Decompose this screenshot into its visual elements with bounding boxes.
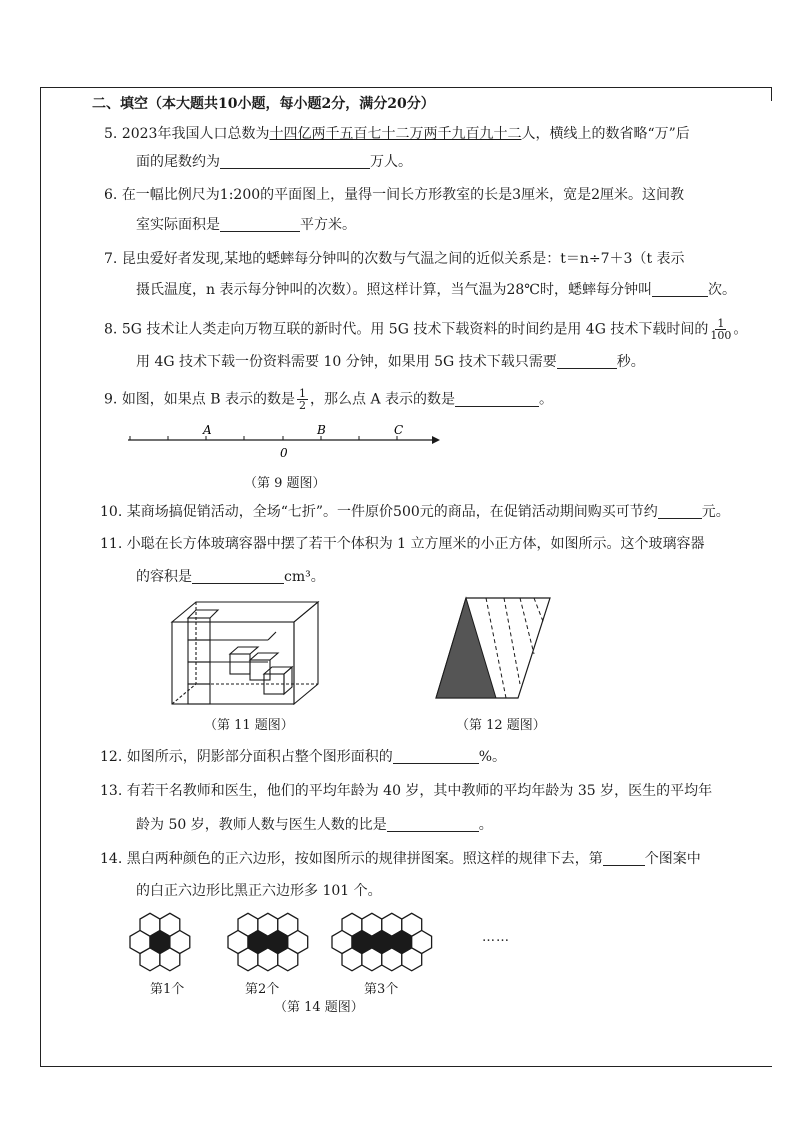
- number-line-ticks: [130, 436, 397, 440]
- q13-line2-post: 。: [478, 817, 493, 833]
- q5-underlined-number: 十四亿两千五百七十二万两千九百九十二: [269, 126, 522, 142]
- q12-text-post: %。: [478, 749, 507, 765]
- q9-text-mid: ，那么点 A 表示的数是: [310, 391, 456, 408]
- parallelogram-figure: [434, 594, 554, 706]
- white-hexagon: [332, 931, 352, 954]
- page-frame-top: [40, 87, 772, 88]
- q14-answer-blank[interactable]: [603, 851, 645, 866]
- q8-answer-blank[interactable]: [557, 354, 617, 369]
- q5-line2-pre: 面的尾数约为: [136, 154, 220, 170]
- figure-14-caption: （第 14 题图）: [274, 1000, 364, 1015]
- question-6-line-2: [136, 216, 356, 234]
- section-heading: 二、填空（本大题共10小题，每小题2分，满分20分）: [92, 96, 435, 112]
- question-9-line: [104, 388, 553, 411]
- zero-label: 0: [280, 446, 288, 460]
- question-14-line-2: 的白正六边形比黑正六边形多 101 个。: [136, 883, 382, 899]
- q9-answer-blank[interactable]: [455, 392, 539, 407]
- q9-fraction: [297, 388, 308, 411]
- white-hexagon: [170, 931, 190, 954]
- shaded-triangle: [436, 598, 496, 698]
- black-hexagon: [392, 931, 412, 954]
- question-14-line-1: [100, 850, 701, 868]
- page-frame-left: [40, 87, 41, 1067]
- question-5-line-2: [136, 153, 412, 171]
- container-hidden-edge-3: [172, 684, 196, 704]
- q14-line1-post: 个图案中: [644, 851, 701, 867]
- q5-text: 2023年我国人口总数为: [121, 126, 270, 142]
- question-13-line-1: [100, 782, 712, 800]
- q12-number: 12.: [100, 749, 123, 765]
- question-11-line-2: [136, 568, 325, 586]
- q7-line2-pre: 摄氏温度，n 表示每分钟叫的次数）。照这样计算，当气温为28℃时，蟋蟀每分钟叫: [136, 282, 652, 298]
- q9-number: 9.: [104, 391, 118, 408]
- black-hexagon: [268, 931, 288, 954]
- white-hexagon: [228, 931, 248, 954]
- black-hexagon: [352, 931, 372, 954]
- q5-answer-blank[interactable]: [220, 154, 370, 169]
- question-8-line-2: [136, 353, 645, 371]
- q12-text: 如图所示，阴影部分面积占整个图形面积的: [126, 749, 393, 765]
- question-12-line: [100, 748, 506, 766]
- q8-fraction: [710, 318, 731, 341]
- dashed-line-2: [504, 598, 520, 684]
- point-c-label: C: [394, 423, 404, 437]
- question-7-line-2: [136, 281, 736, 299]
- q11-number: 11.: [100, 536, 123, 552]
- q14-text: 黑白两种颜色的正六边形，按如图所示的规律拼图案。照这样的规律下去，第: [126, 851, 603, 867]
- question-7-line-1: [104, 250, 685, 268]
- q13-number: 13.: [100, 783, 123, 799]
- q13-answer-blank[interactable]: [387, 817, 479, 832]
- cube: [250, 660, 270, 680]
- q8-text: 5G 技术让人类走向万物互联的新时代。用 5G 技术下载资料的时间约是用 4G 技术下载时间的: [121, 321, 709, 338]
- page-frame-right: [771, 87, 772, 101]
- black-hexagon: [372, 931, 392, 954]
- q8-line1-post: 。: [733, 321, 748, 338]
- q10-text: 某商场搞促销活动，全场“七折”。一件原价500元的商品，在促销活动期间购买可节约: [126, 504, 658, 520]
- q7-number: 7.: [104, 251, 118, 267]
- page-frame-bottom: [40, 1066, 772, 1067]
- question-13-line-2: [136, 816, 493, 834]
- q9-fraction-denominator: 2: [299, 399, 307, 412]
- pattern-label-3: 第3个: [364, 982, 399, 997]
- q11-line2-post: cm³。: [284, 569, 325, 585]
- q6-number: 6.: [104, 187, 118, 203]
- q6-line2-post: 平方米。: [300, 217, 356, 233]
- q11-text: 小聪在长方体玻璃容器中摆了若干个体积为 1 立方厘米的小正方体，如图所示。这个玻璃容器: [126, 536, 705, 552]
- white-hexagon: [412, 931, 432, 954]
- cube-top: [230, 647, 258, 654]
- q8-number: 8.: [104, 321, 118, 338]
- q7-line2-post: 次。: [707, 282, 736, 298]
- cube: [188, 684, 210, 704]
- q8-line2-post: 秒。: [616, 354, 645, 370]
- white-hexagon: [288, 931, 308, 954]
- q11-line2-pre: 的容积是: [136, 569, 192, 585]
- cube: [188, 662, 210, 684]
- black-hexagon: [248, 931, 268, 954]
- number-line-figure: [120, 420, 450, 465]
- q10-text-post: 元。: [701, 504, 730, 520]
- q9-fraction-numerator: 1: [299, 387, 307, 400]
- q14-number: 14.: [100, 851, 123, 867]
- hexagon-pattern-figure: [120, 908, 540, 988]
- question-5-line-1: [104, 125, 690, 143]
- q12-answer-blank[interactable]: [393, 749, 479, 764]
- q6-text: 在一幅比例尺为1:200的平面图上，量得一间长方形教室的长是3厘米，宽是2厘米。这间教: [121, 187, 684, 203]
- cube-top: [188, 610, 218, 618]
- question-10-line: [100, 503, 730, 521]
- q8-fraction-numerator: 1: [717, 317, 725, 330]
- q5-line2-post: 万人。: [370, 154, 412, 170]
- question-8-line-1: [104, 318, 747, 341]
- q6-line2-pre: 室实际面积是: [136, 217, 220, 233]
- q7-answer-blank[interactable]: [652, 282, 708, 297]
- cube: [188, 618, 210, 640]
- point-b-label: B: [317, 423, 326, 437]
- pattern-label-2: 第2个: [245, 982, 280, 997]
- point-a-label: A: [203, 423, 212, 437]
- container-side-face: [294, 602, 318, 704]
- number-line-arrowhead: [432, 436, 440, 444]
- figure-11-caption: （第 11 题图）: [204, 718, 294, 733]
- cube-top: [250, 653, 278, 660]
- cube: [230, 654, 250, 674]
- q9-text-post: 。: [539, 391, 554, 408]
- q5-text-post: 人，横线上的数省略“万”后: [521, 126, 690, 142]
- question-6-line-1: [104, 186, 684, 204]
- dashed-line-4: [534, 598, 544, 624]
- cube-row-edge: [268, 632, 276, 640]
- container-front-face: [172, 622, 294, 704]
- dashed-line-3: [520, 598, 534, 654]
- q8-fraction-denominator: 100: [710, 329, 732, 342]
- glass-container-figure: [168, 600, 328, 710]
- q8-line2-pre: 用 4G 技术下载一份资料需要 10 分钟，如果用 5G 技术下载只需要: [136, 354, 557, 370]
- figure-9-caption: （第 9 题图）: [244, 476, 326, 491]
- pattern-label-1: 第1个: [150, 982, 185, 997]
- q9-text: 如图，如果点 B 表示的数是: [121, 391, 296, 408]
- q10-number: 10.: [100, 504, 123, 520]
- q10-answer-blank[interactable]: [658, 504, 702, 519]
- pattern-ellipsis: ……: [482, 930, 510, 945]
- q11-answer-blank[interactable]: [192, 569, 284, 584]
- q13-line2-pre: 龄为 50 岁，教师人数与医生人数的比是: [136, 817, 387, 833]
- white-hexagon: [130, 931, 150, 954]
- black-hexagon: [150, 931, 170, 954]
- q13-text: 有若干名教师和医生，他们的平均年龄为 40 岁，其中教师的平均年龄为 35 岁，医生的平均年: [126, 783, 713, 799]
- cube: [188, 640, 210, 662]
- cube-side: [284, 667, 292, 694]
- q7-text: 昆虫爱好者发现,某地的蟋蟀每分钟叫的次数与气温之间的近似关系是：t＝n÷7＋3（t 表示: [121, 251, 685, 267]
- q6-answer-blank[interactable]: [220, 217, 300, 232]
- q5-number: 5.: [104, 126, 118, 142]
- figure-12-caption: （第 12 题图）: [456, 718, 546, 733]
- question-11-line-1: [100, 535, 705, 553]
